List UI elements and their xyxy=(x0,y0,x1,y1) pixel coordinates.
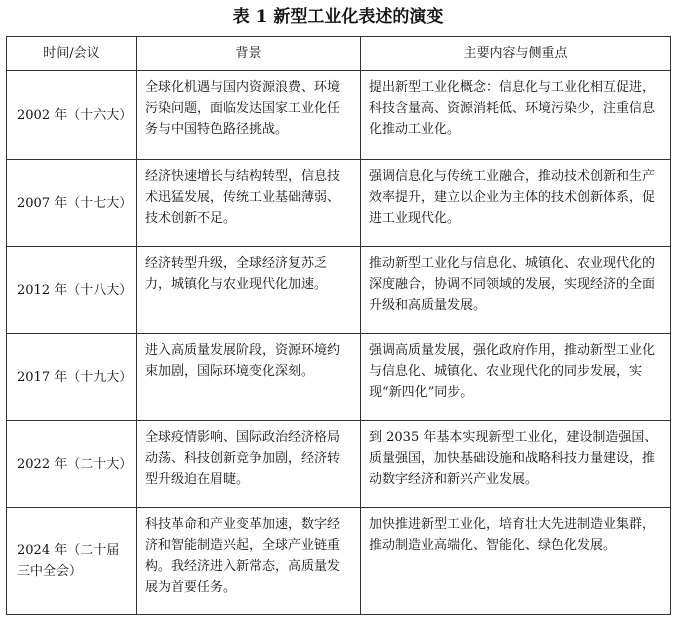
cell-time: 2007 年（十七大） xyxy=(7,160,137,247)
table-row xyxy=(7,160,671,247)
cell-time: 2002 年（十六大） xyxy=(7,71,137,160)
cell-time: 2017 年（十九大） xyxy=(7,334,137,421)
cell-background: 经济快速增长与结构转型，信息技术迅猛发展，传统工业基础薄弱、技术创新不足。 xyxy=(137,160,361,247)
cell-content: 到 2035 年基本实现新型工业化，建设制造强国、质量强国，加快基础设施和战略科技力量建设，推动数字经济和新兴产业发展。 xyxy=(361,421,671,508)
cell-content: 推动新型工业化与信息化、城镇化、农业现代化的深度融合，协调不同领域的发展，实现经济的全面升级和高质量发展。 xyxy=(361,247,671,334)
cell-background: 全球疫情影响、国际政治经济格局动荡、科技创新竞争加剧，经济转型升级迫在眉睫。 xyxy=(137,421,361,508)
cell-time: 2022 年（二十大） xyxy=(7,421,137,508)
table-row xyxy=(7,247,671,334)
header-row xyxy=(7,37,671,71)
table-caption: 表 1 新型工业化表述的演变 xyxy=(232,7,444,27)
table-row xyxy=(7,508,671,615)
cell-background: 全球化机遇与国内资源浪费、环境污染问题，面临发达国家工业化任务与中国特色路径挑战。 xyxy=(137,71,361,160)
table-row xyxy=(7,421,671,508)
cell-background: 经济转型升级，全球经济复苏乏力，城镇化与农业现代化加速。 xyxy=(137,247,361,334)
table-row xyxy=(7,334,671,421)
table-row xyxy=(7,71,671,160)
cell-content: 强调信息化与传统工业融合，推动技术创新和生产效率提升，建立以企业为主体的技术创新体系，促进工业现代化。 xyxy=(361,160,671,247)
cell-time: 2012 年（十八大） xyxy=(7,247,137,334)
cell-content: 加快推进新型工业化，培育壮大先进制造业集群，推动制造业高端化、智能化、绿色化发展。 xyxy=(361,508,671,615)
evolution-table xyxy=(6,36,671,615)
cell-background: 科技革命和产业变革加速，数字经济和智能制造兴起，全球产业链重构。我经济进入新常态，高质量发展为首要任务。 xyxy=(137,508,361,615)
cell-content: 提出新型工业化概念：信息化与工业化相互促进，科技含量高、资源消耗低、环境污染少，注重信息化推动工业化。 xyxy=(361,71,671,160)
cell-content: 强调高质量发展，强化政府作用，推动新型工业化与信息化、城镇化、农业现代化的同步发展，实现“新四化”同步。 xyxy=(361,334,671,421)
header-time: 时间/会议 xyxy=(7,37,137,71)
cell-time: 2024 年（二十届三中全会） xyxy=(7,508,137,615)
header-background: 背景 xyxy=(137,37,361,71)
cell-background: 进入高质量发展阶段，资源环境约束加剧，国际环境变化深刻。 xyxy=(137,334,361,421)
header-content: 主要内容与侧重点 xyxy=(361,37,671,71)
